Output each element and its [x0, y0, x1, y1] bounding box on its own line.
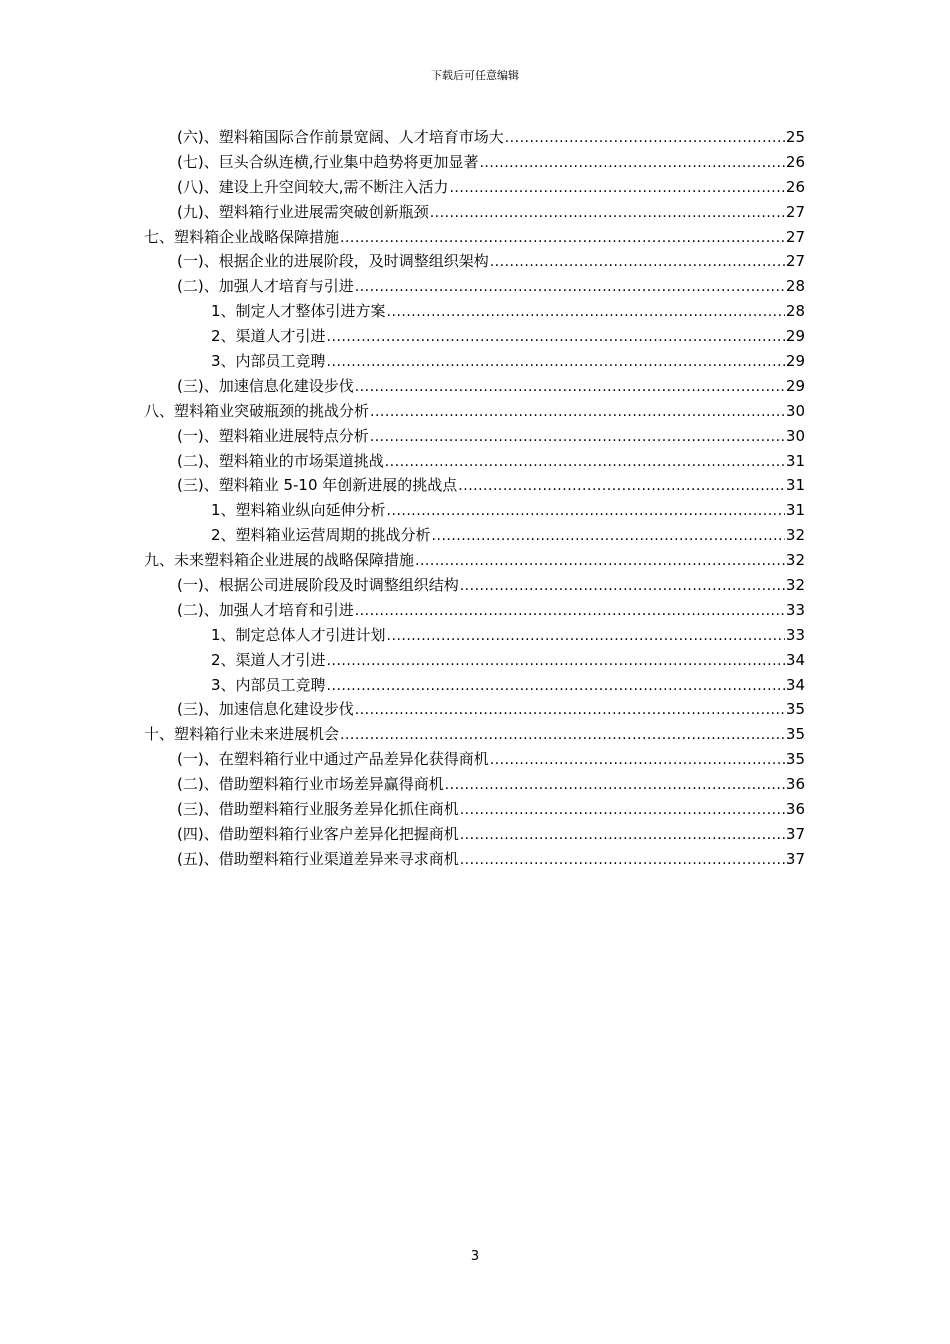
dot-leader	[327, 350, 785, 375]
dot-leader	[355, 698, 785, 723]
dot-leader	[370, 425, 785, 450]
toc-entry-title: (二)、塑料箱业的市场渠道挑战	[177, 451, 384, 470]
toc-entry[interactable]	[0, 673, 950, 698]
toc-entry-title: 2、塑料箱业运营周期的挑战分析	[211, 526, 431, 545]
toc-entry-title: (六)、塑料箱国际合作前景宽阔、人才培育市场大	[177, 128, 504, 146]
dot-leader	[387, 300, 785, 325]
toc-entry-page: 33	[785, 600, 805, 619]
toc-entry-page: 31	[785, 476, 805, 495]
toc-entry-page: 28	[785, 277, 805, 296]
dot-leader	[340, 723, 785, 748]
toc-entry-title: 2、渠道人才引进	[211, 650, 326, 669]
toc-entry-page: 35	[785, 700, 805, 719]
toc-entry-page: 37	[785, 849, 805, 868]
toc-entry-title: (二)、加强人才培育和引进	[177, 600, 354, 619]
toc-entry-page: 32	[785, 551, 805, 570]
dot-leader	[355, 599, 785, 624]
dot-leader	[458, 474, 785, 499]
toc-entry[interactable]	[0, 573, 950, 598]
dot-leader	[445, 773, 785, 798]
toc-entry[interactable]	[0, 697, 950, 722]
dot-leader	[355, 375, 785, 400]
dot-leader	[430, 201, 785, 226]
dot-leader	[415, 549, 785, 574]
toc-entry[interactable]	[0, 374, 950, 399]
toc-entry-title: (二)、加强人才培育与引进	[177, 277, 354, 296]
table-of-contents	[0, 125, 950, 872]
toc-entry-page: 33	[785, 625, 805, 644]
toc-entry[interactable]	[0, 772, 950, 797]
toc-entry-page: 27	[785, 252, 805, 271]
toc-entry-title: 十、塑料箱行业未来进展机会	[144, 725, 340, 744]
toc-entry-title: (四)、借助塑料箱行业客户差异化把握商机	[177, 824, 459, 843]
page-number: 3	[470, 1249, 480, 1264]
toc-entry[interactable]	[0, 125, 950, 150]
toc-entry-title: (八)、建设上升空间较大,需不断注入活力	[177, 177, 449, 196]
dot-leader	[370, 400, 785, 425]
toc-entry-page: 32	[785, 526, 805, 545]
dot-leader	[490, 748, 785, 773]
toc-entry[interactable]	[0, 722, 950, 747]
toc-entry-page: 34	[785, 675, 805, 694]
toc-entry-page: 36	[785, 800, 805, 819]
toc-entry-title: 1、制定人才整体引进方案	[211, 302, 386, 321]
toc-entry-page: 25	[785, 128, 805, 146]
dot-leader	[479, 151, 784, 176]
toc-entry-title: (五)、借助塑料箱行业渠道差异来寻求商机	[177, 849, 459, 868]
dot-leader	[460, 798, 785, 823]
dot-leader	[355, 275, 785, 300]
toc-entry[interactable]	[0, 523, 950, 548]
toc-entry[interactable]	[0, 747, 950, 772]
dot-leader	[327, 649, 785, 674]
dot-leader	[449, 176, 784, 201]
toc-entry-title: (三)、加速信息化建设步伐	[177, 376, 354, 395]
toc-entry-page: 32	[785, 576, 805, 595]
toc-entry-title: 1、制定总体人才引进计划	[211, 625, 386, 644]
toc-entry-title: (九)、塑料箱行业进展需突破创新瓶颈	[177, 202, 429, 221]
dot-leader	[327, 325, 785, 350]
toc-entry[interactable]	[0, 548, 950, 573]
toc-entry-page: 27	[785, 202, 805, 221]
toc-entry-title: 八、塑料箱业突破瓶颈的挑战分析	[144, 401, 370, 420]
toc-entry[interactable]	[0, 648, 950, 673]
toc-entry-title: 七、塑料箱企业战略保障措施	[144, 227, 340, 246]
toc-entry-title: 1、塑料箱业纵向延伸分析	[211, 501, 386, 520]
toc-entry[interactable]	[0, 249, 950, 274]
toc-entry-page: 29	[785, 376, 805, 395]
dot-leader	[327, 674, 785, 699]
toc-entry[interactable]	[0, 299, 950, 324]
toc-entry-page: 26	[785, 152, 805, 171]
toc-entry-page: 37	[785, 824, 805, 843]
dot-leader	[387, 499, 785, 524]
toc-entry-page: 30	[785, 401, 805, 420]
toc-entry-page: 35	[785, 725, 805, 744]
toc-entry-title: 九、未来塑料箱企业进展的战略保障措施	[144, 551, 415, 570]
toc-entry[interactable]	[0, 822, 950, 847]
dot-leader	[387, 624, 785, 649]
dot-leader	[460, 848, 785, 873]
toc-entry[interactable]	[0, 473, 950, 498]
toc-entry[interactable]	[0, 200, 950, 225]
toc-entry-page: 29	[785, 352, 805, 371]
page-header: 下载后可任意编辑	[431, 69, 519, 82]
toc-entry-page: 35	[785, 750, 805, 769]
toc-entry-title: 2、渠道人才引进	[211, 327, 326, 346]
toc-entry-page: 36	[785, 775, 805, 794]
toc-entry-page: 31	[785, 501, 805, 520]
toc-entry-title: (三)、借助塑料箱行业服务差异化抓住商机	[177, 800, 459, 819]
toc-entry[interactable]	[0, 274, 950, 299]
toc-entry[interactable]	[0, 498, 950, 523]
toc-entry-page: 26	[785, 177, 805, 196]
toc-entry-title: (一)、在塑料箱行业中通过产品差异化获得商机	[177, 750, 489, 769]
toc-entry[interactable]	[0, 623, 950, 648]
toc-entry[interactable]	[0, 424, 950, 449]
toc-entry[interactable]	[0, 847, 950, 872]
toc-entry-title: (二)、借助塑料箱行业市场差异赢得商机	[177, 775, 444, 794]
toc-entry[interactable]	[0, 175, 950, 200]
toc-entry-title: (三)、加速信息化建设步伐	[177, 700, 354, 719]
toc-entry[interactable]	[0, 797, 950, 822]
toc-entry-page: 31	[785, 451, 805, 470]
dot-leader	[340, 226, 785, 251]
toc-entry[interactable]	[0, 324, 950, 349]
toc-entry-title: (一)、塑料箱业进展特点分析	[177, 426, 369, 445]
toc-entry[interactable]	[0, 150, 950, 175]
toc-entry-title: (三)、塑料箱业 5-10 年创新进展的挑战点	[177, 476, 458, 495]
toc-entry[interactable]	[0, 399, 950, 424]
dot-leader	[505, 126, 785, 151]
toc-entry-page: 29	[785, 327, 805, 346]
toc-entry[interactable]	[0, 449, 950, 474]
toc-entry-title: (七)、巨头合纵连横,行业集中趋势将更加显著	[177, 152, 479, 171]
toc-entry-title: (一)、根据公司进展阶段及时调整组织结构	[177, 576, 459, 595]
dot-leader	[460, 823, 785, 848]
toc-entry-page: 27	[785, 227, 805, 246]
toc-entry-title: (一)、根据企业的进展阶段，及时调整组织架构	[177, 252, 489, 271]
dot-leader	[385, 450, 785, 475]
toc-entry[interactable]	[0, 598, 950, 623]
toc-entry-title: 3、内部员工竞聘	[211, 675, 326, 694]
toc-entry-page: 30	[785, 426, 805, 445]
toc-entry-page: 34	[785, 650, 805, 669]
toc-entry[interactable]	[0, 349, 950, 374]
toc-entry-title: 3、内部员工竞聘	[211, 352, 326, 371]
dot-leader	[432, 524, 785, 549]
dot-leader	[490, 250, 785, 275]
toc-entry[interactable]	[0, 225, 950, 250]
dot-leader	[460, 574, 785, 599]
toc-entry-page: 28	[785, 302, 805, 321]
